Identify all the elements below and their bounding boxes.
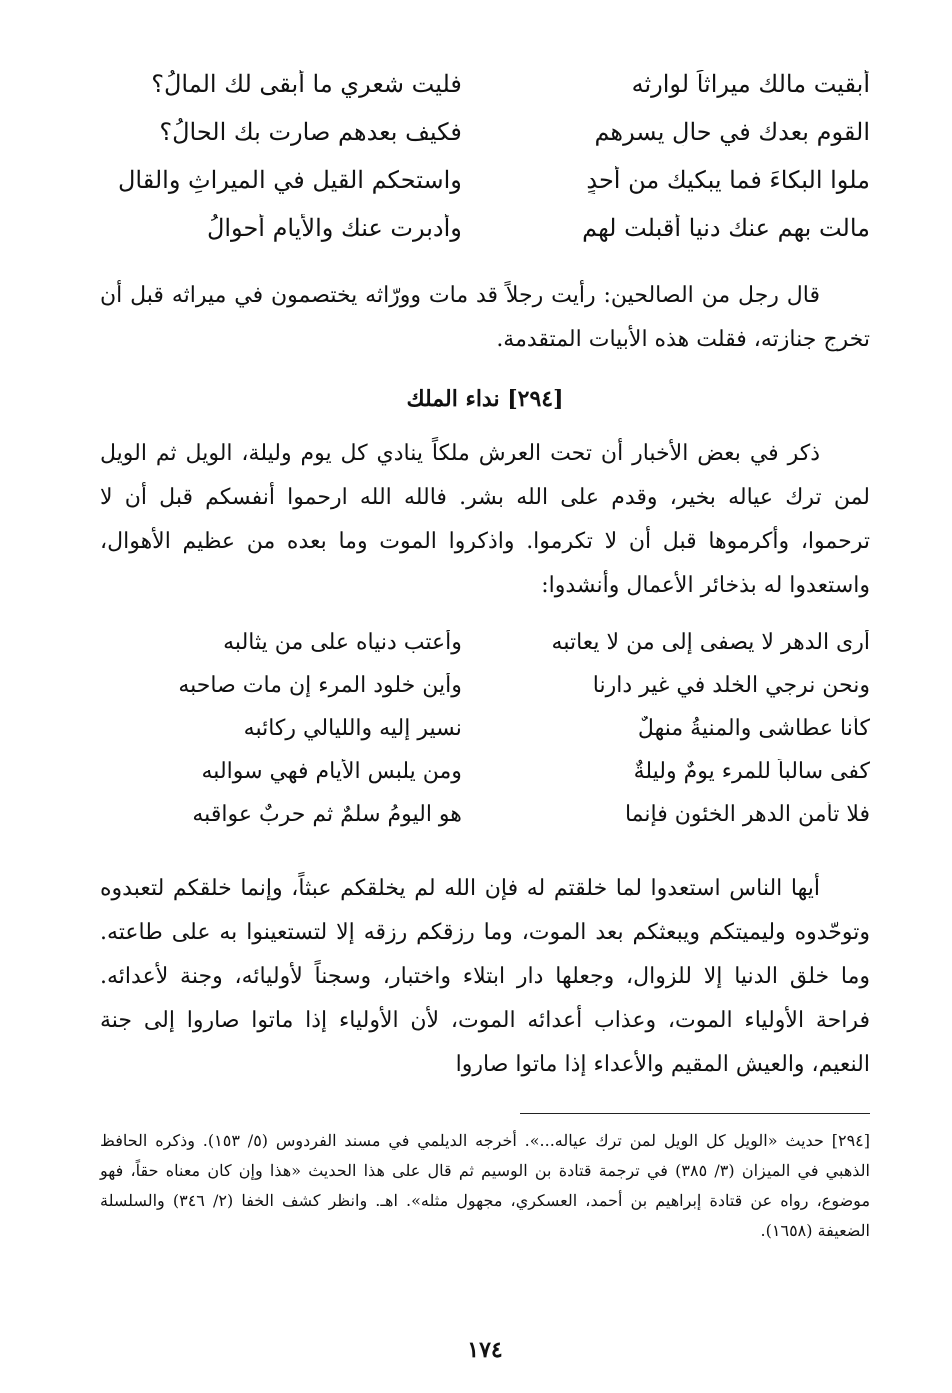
verse-line <box>100 214 870 262</box>
verse-line <box>100 759 870 802</box>
poem-middle <box>100 630 870 845</box>
paragraph-angel-call: ذكر في بعض الأخبار أن تحت العرش ملكاً ينادي كل يوم وليلة، الويل ثم الويل لمن ترك عياله بخير، وقدم على الله بشر. فالله الله ارحموا أنفسكم قبل أن لا ترحموا، وأكرموها قبل أن لا تكرموا. واذكروا الموت وما بعده من عظيم الأهوال، واستعدوا له بذخائر الأعمال وأنشدوا: <box>100 441 870 598</box>
paragraph-narration: قال رجل من الصالحين: رأيت رجلاً قد مات وورّاثه يختصمون في ميراثه قبل أن تخرج جنازته، فقلت هذه الأبيات المتقدمة. <box>100 283 870 352</box>
verse-first-hemistich: أرى الدهر لا يصفى إلى من لا يعاتبه <box>551 630 870 655</box>
verse-first-hemistich: ملوا البكاءَ فما يبكيك من أحدٍ <box>586 166 870 194</box>
verse-line <box>100 70 870 118</box>
verse-first-hemistich: فلا تأمن الدهر الخئون فإنما <box>624 802 870 827</box>
verse-second-hemistich: فليت شعري ما أبقى لك المالُ؟ <box>151 70 462 98</box>
verse-second-hemistich: واستحكم القيل في الميراثِ والقال <box>117 166 462 194</box>
paragraph-exhortation: أيها الناس استعدوا لما خلقتم له فإن الله لم يخلقكم عبثاً، وإنما خلقكم لتعبدوه وتوحّدوه وليميتكم ويبعثكم بعد الموت، وما رزقكم رزقه إلا لتستعينوا به على طاعته. وما خلق الدنيا إلا للزوال، وجعلها دار ابتلاء واختبار، وسجناً لأوليائه، وجنة لأعدائه. فراحة الأولياء الموت، وعذاب أعدائه الموت، لأن الأولياء إذا ماتوا صاروا إلى جنة النعيم، والعيش المقيم والأعداء إذا ماتوا صاروا <box>100 876 870 1077</box>
verse-first-hemistich: مالت بهم عنك دنيا أقبلت لهم <box>582 214 870 242</box>
verse-second-hemistich: نسير إليه والليالي ركائبه <box>243 716 462 741</box>
verse-first-hemistich: كأنا عطاشى والمنيةُ منهلٌ <box>637 716 870 741</box>
verse-second-hemistich: ومن يلبس الأيام فهي سوالبه <box>201 759 462 784</box>
verse-second-hemistich: وأين خلود المرء إن مات صاحبه <box>178 673 462 698</box>
verse-second-hemistich: وأدبرت عنك والأيام أحوالُ <box>206 214 462 242</box>
verse-first-hemistich: كفى سالباً للمرء يومٌ وليلةٌ <box>633 759 870 784</box>
verse-second-hemistich: هو اليومُ سلمٌ ثم حربٌ عواقبه <box>192 802 462 827</box>
verse-first-hemistich: القوم بعدك في حالٍ يسرهم <box>594 118 870 146</box>
verse-line <box>100 118 870 166</box>
verse-line <box>100 802 870 845</box>
section-title: [٢٩٤] نداء الملك <box>406 386 564 412</box>
verse-second-hemistich: فكيف بعدهم صارت بك الحالُ؟ <box>159 118 462 146</box>
verse-second-hemistich: وأعتب دنياه على من يثالبه <box>223 630 462 655</box>
verse-line <box>100 630 870 673</box>
footnote: [٢٩٤] حديث «الويل كل الويل لمن ترك عياله...». أخرجه الديلمي في مسند الفردوس (٥/ ١٥٣). وذكره الحافظ الذهبي في الميزان (٣/ ٣٨٥) في ترجمة قتادة بن الوسيم ثم قال على هذا الحديث «هذا وإن كان معناه حقاً، فهو موضوع، رواه عن قتادة إبراهيم بن أحمد، العسكري، مجهول مثله». اهـ. وانظر كشف الخفا (٢/ ٣٤٦) والسلسلة الضعيفة (١٦٥٨). <box>100 1131 871 1240</box>
verse-line <box>100 673 870 716</box>
footnote-divider <box>520 1113 870 1114</box>
book-page <box>100 70 870 1363</box>
page-number: ١٧٤ <box>467 1337 503 1363</box>
verse-line <box>100 716 870 759</box>
verse-first-hemistich: ونحن نرجي الخلد في غير دارنا <box>592 673 870 698</box>
verse-line <box>100 166 870 214</box>
poem-top <box>100 70 870 262</box>
verse-first-hemistich: أبقيت مالك ميراثاً لوارثه <box>631 70 870 98</box>
